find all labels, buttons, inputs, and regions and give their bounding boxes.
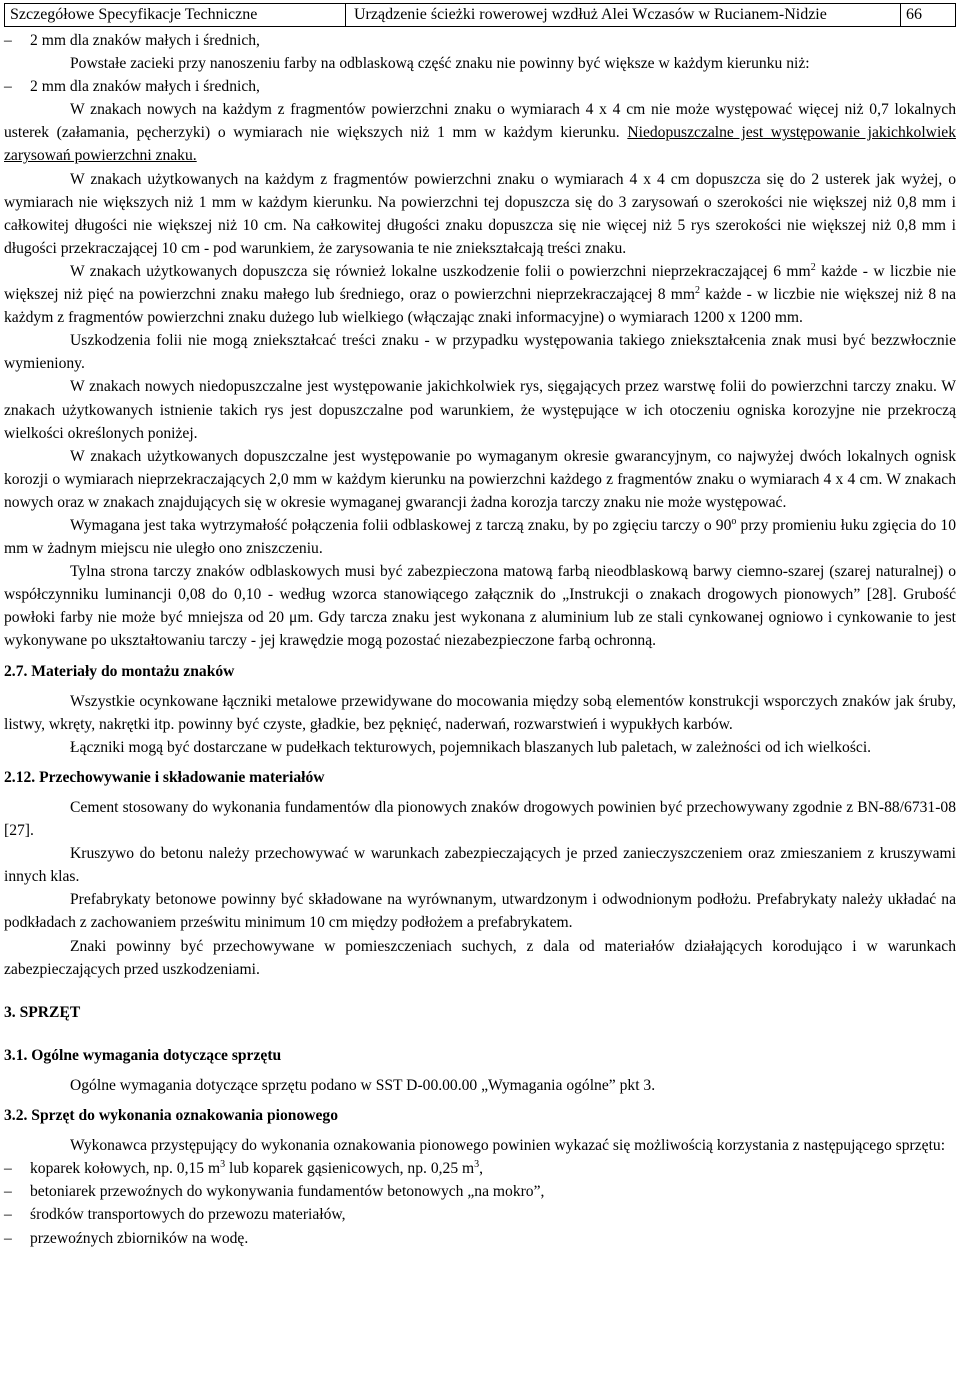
- item-text: lub koparek gąsienicowych, np. 0,25 m: [225, 1160, 475, 1178]
- section-heading-3-1: 3.1. Ogólne wymagania dotyczące sprzętu: [4, 1046, 282, 1064]
- dash-marker: –: [4, 78, 12, 96]
- document-body: [4, 29, 956, 1250]
- paragraph: Uszkodzenia folii nie mogą zniekształcać treści znaku - w przypadku występowania takiego zniekształcenia znak musi być bezzwłocznie wymieniony.: [4, 332, 956, 373]
- paragraph: Kruszywo do betonu należy przechowywać w warunkach zabezpieczających je przed zanieczyszczeniem oraz zmieszaniem z kruszywami innych klas.: [4, 845, 956, 886]
- paragraph: Znaki powinny być przechowywane w pomieszczeniach suchych, z dala od materiałów działających korodująco i w warunkach zabezpieczających przed uszkodzeniami.: [4, 937, 956, 978]
- superscript: 2: [694, 284, 700, 296]
- paragraph-text: Wymagana jest taka wytrzymałość połączenia folii odblaskowej z tarczą znaku, by po zgięciu tarczy o 90: [70, 516, 732, 534]
- paragraph-text: W znakach nowych na każdym z fragmentów powierzchni znaku o wymiarach 4 x 4 cm nie może występować więcej niż 0,7 lokalnych usterek (załamania, pęcherzyki) o wymiarach nie większych niż 1 mm w każdym kierunku.: [4, 101, 956, 142]
- dash-marker: –: [4, 1229, 12, 1247]
- page-header: [4, 3, 956, 27]
- header-page-number: 66: [906, 6, 922, 23]
- paragraph: Prefabrykaty betonowe powinny być składowane na wyrównanym, utwardzonym i odwodnionym podłożu. Prefabrykaty należy układać na podkładach z zachowaniem prześwitu minimum 10 cm między podłożem a prefabrykatem.: [4, 891, 956, 932]
- paragraph-text: każde - w liczbie nie większej niż 8 na każdym z fragmentów powierzchni znaku dużego lub wielkiego (włączając znaki informacyjne) o wymiarach 1200 x 1200 mm.: [4, 286, 956, 327]
- superscript: o: [731, 515, 737, 527]
- dash-text: 2 mm dla znaków małych i średnich,: [30, 78, 260, 96]
- dash-marker: –: [4, 1160, 12, 1178]
- paragraph: [4, 98, 956, 167]
- paragraph: [4, 514, 956, 560]
- superscript: 3: [220, 1159, 226, 1171]
- paragraph: Wykonawca przystępujący do wykonania oznakowania pionowego powinien wykazać się możliwością korzystania z następującego sprzętu:: [70, 1137, 946, 1155]
- paragraph: Powstałe zacieki przy nanoszeniu farby na odblaskową część znaku nie powinny być większe w każdym kierunku niż:: [70, 55, 810, 73]
- paragraph: Ogólne wymagania dotyczące sprzętu podano w SST D-00.00.00 „Wymagania ogólne” pkt 3.: [70, 1076, 656, 1094]
- underlined-note: Niedopuszczalne jest występowanie jakichkolwiek zarysowań powierzchni znaku.: [4, 124, 956, 165]
- equipment-list-item: [4, 1203, 956, 1226]
- dash-marker: –: [4, 1183, 12, 1201]
- paragraph: W znakach użytkowanych na każdym z fragmentów powierzchni znaku o wymiarach 4 x 4 cm dopuszcza się do 2 usterek jak wyżej, o wymiarach nie większych niż 1 mm w każdym kierunku. Na powierzchni tej dopuszcza się do 3 zarysowań o szerokości nie większej niż 0,8 mm i całkowitej długości nie większej niż 10 cm. Na całkowitej długości znaku dopuszcza się nie więcej niż 5 rys szerokości nie większej niż 0,8 mm i długości przekraczającej 10 cm - pod warunkiem, że zarysowania te nie zniekształcają treści znaku.: [4, 170, 956, 257]
- paragraph-text: W znakach użytkowanych dopuszcza się również lokalne uszkodzenie folii o powierzchni nieprzekraczającej 6 mm: [70, 262, 811, 280]
- superscript: 2: [810, 261, 816, 273]
- paragraph: W znakach nowych niedopuszczalne jest występowanie jakichkolwiek rys, sięgających przez warstwę folii do powierzchni tarczy znaku. W znakach użytkowanych istnienie takich rys jest dopuszczalne pod warunkiem, że występujące w ich otoczeniu ogniska korozyjne nie przekroczą wielkości określonych poniżej.: [4, 378, 956, 442]
- equipment-list-item: [4, 1180, 956, 1203]
- dash-text: przewoźnych zbiorników na wodę.: [30, 1229, 249, 1247]
- dash-item: [4, 75, 956, 98]
- dash-text: środków transportowych do przewozu materiałów,: [30, 1206, 346, 1224]
- section-heading-3-2: 3.2. Sprzęt do wykonania oznakowania pionowego: [4, 1107, 339, 1125]
- section-heading-2-12: 2.12. Przechowywanie i składowanie materiałów: [4, 768, 325, 786]
- item-text: ,: [479, 1160, 484, 1178]
- paragraph: [4, 260, 956, 329]
- section-heading-2-7: 2.7. Materiały do montażu znaków: [4, 662, 235, 680]
- dash-text: 2 mm dla znaków małych i średnich,: [30, 32, 260, 49]
- header-spec-title: Szczegółowe Specyfikacje Techniczne: [5, 4, 346, 26]
- dash-text: [30, 1157, 956, 1180]
- dash-text: betoniarek przewoźnych do wykonywania fundamentów betonowych „na mokro”,: [30, 1183, 545, 1201]
- item-text: koparek kołowych, np. 0,15 m: [30, 1160, 221, 1178]
- header-project-title: Urządzenie ścieżki rowerowej wzdłuż Alei Wczasów w Rucianem-Nidzie: [346, 4, 901, 26]
- paragraph: Łączniki mogą być dostarczane w pudełkach tekturowych, pojemnikach blaszanych lub paletach, w zależności od ich wielkości.: [70, 738, 872, 756]
- paragraph: W znakach użytkowanych dopuszczalne jest występowanie po wymaganym okresie gwarancyjnym, co najwyżej dwóch lokalnych ognisk korozji o wymiarach nieprzekraczających 2,0 mm w każdym kierunku na powierzchni każdego z fragmentów znaku o wymiarach 4 x 4 cm. W znakach nowych oraz w znakach znajdujących się w okresie wymaganej gwarancji żadna korozja tarczy znaku nie może występować.: [4, 447, 956, 511]
- paragraph: Wszystkie ocynkowane łączniki metalowe przewidywane do mocowania między sobą elementów konstrukcji wsporczych znaków jak śruby, listwy, wkręty, nakrętki itp. powinny być czyste, gładkie, bez pęknięć, naderwań, rozwarstwień i wypukłych karbów.: [4, 692, 956, 733]
- paragraph: Tylna strona tarczy znaków odblaskowych musi być zabezpieczona matową farbą nieodblaskową barwy ciemno-szarej (szarej naturalnej) o współczynniku luminancji 0,08 do 0,10 - według wzorca stanowiącego załącznik do „Instrukcji o znakach drogowych pionowych” [28]. Grubość powłoki farby nie może być mniejsza od 20 μm. Gdy tarcza znaku jest wykonana z aluminium lub ze stali cynkowanej ogniowo i cynkowanie to jest wykonywane po ukształtowaniu tarczy - jej krawędzie mogą pozostać niezabezpieczone farbą ochronną.: [4, 563, 956, 650]
- dash-marker: –: [4, 32, 12, 49]
- dash-item: [4, 29, 956, 52]
- section-heading-3: 3. SPRZĘT: [4, 1003, 81, 1021]
- equipment-list-item: [4, 1157, 956, 1180]
- paragraph-text: przy promieniu łuku zgięcia do 10 mm w żadnym miejscu nie uległo ono zniszczeniu.: [4, 516, 956, 558]
- paragraph: Cement stosowany do wykonania fundamentów dla pionowych znaków drogowych powinien być przechowywany zgodnie z BN-88/6731-08 [27].: [4, 799, 956, 840]
- equipment-list-item: [4, 1227, 956, 1250]
- superscript: 3: [474, 1159, 480, 1171]
- paragraph-text: każde - w liczbie nie większej niż pięć na powierzchni znaku małego lub średniego, oraz o powierzchni nieprzekraczającej 8 mm: [4, 262, 956, 304]
- dash-marker: –: [4, 1206, 12, 1224]
